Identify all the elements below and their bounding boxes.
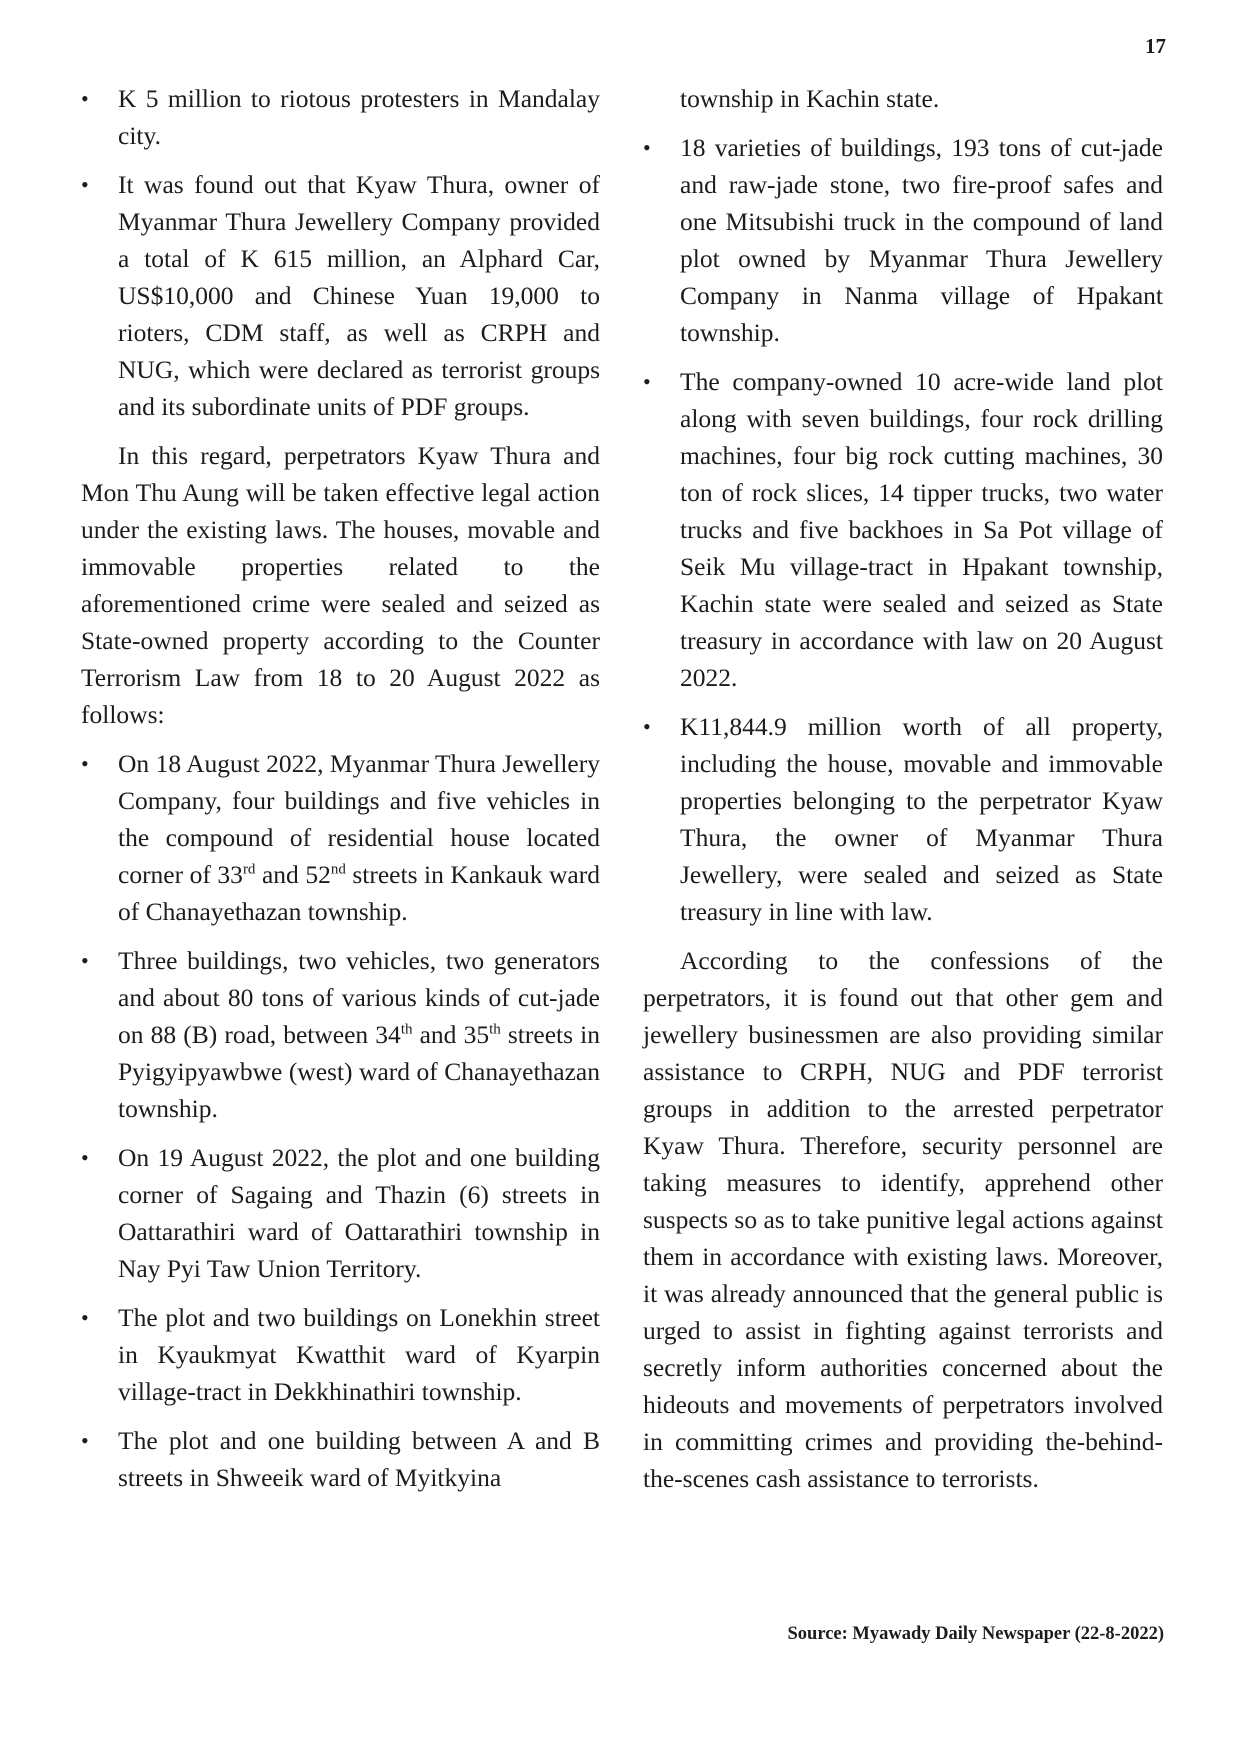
list-item-text: Three buildings, two vehicles, two generators and about 80 tons of various kinds of cut-jade on 88 (B) road, between 34: [118, 946, 600, 1049]
right-column: [643, 80, 1163, 1509]
list-item: • On 19 August 2022, the plot and one building corner of Sagaing and Thazin (6) streets in Oattarathiri ward of Oattarathiri township in Nay Pyi Taw Union Territory.: [81, 1139, 600, 1287]
left-column: [81, 80, 600, 1508]
list-item: [81, 942, 600, 1127]
ordinal-suffix: th: [489, 1021, 501, 1038]
ordinal-suffix: th: [400, 1021, 413, 1038]
list-item-text: and 35: [412, 1020, 490, 1049]
list-item-text: streets in Pyigyipyawbwe (west) ward of Chanayethazan township.: [118, 1020, 600, 1123]
list-item: • The company-owned 10 acre-wide land plot along with seven buildings, four rock drilling machines, four big rock cutting machines, 30 ton of rock slices, 14 tipper trucks, two water trucks and five backhoes in Sa Pot village of Seik Mu village-tract in Hpakant township, Kachin state were sealed and seized as State treasury in accordance with law on 20 August 2022.: [643, 363, 1163, 696]
bullet-list-top: [81, 80, 600, 425]
paragraph: In this regard, perpetrators Kyaw Thura and Mon Thu Aung will be taken effective legal action under the existing laws. The houses, movable and immovable properties related to the aforementioned crime were sealed and seized as State-owned property according to the Counter Terrorism Law from 18 to 20 August 2022 as follows:: [81, 441, 600, 729]
list-item: • 18 varieties of buildings, 193 tons of cut-jade and raw-jade stone, two fire-proof safes and one Mitsubishi truck in the compound of land plot owned by Myanmar Thura Jewellery Company in Nanma village of Hpakant township.: [643, 129, 1163, 351]
page-number: 17: [1145, 34, 1166, 58]
list-item: • The plot and one building between A and B streets in Shweeik ward of Myitkyina: [81, 1422, 600, 1496]
list-item: [81, 745, 600, 930]
source-credit: Source: Myawady Daily Newspaper (22-8-2022): [787, 1624, 1164, 1644]
list-item-text: streets in Kankauk ward of Chanayethazan township.: [118, 860, 600, 926]
list-item: • K11,844.9 million worth of all property, including the house, movable and immovable properties belonging to the perpetrator Kyaw Thura, the owner of Myanmar Thura Jewellery, were sealed and seized as State treasury in line with law.: [643, 708, 1163, 930]
list-item: • It was found out that Kyaw Thura, owner of Myanmar Thura Jewellery Company provided a total of K 615 million, an Alphard Car, US$10,000 and Chinese Yuan 19,000 to rioters, CDM staff, as well as CRPH and NUG, which were declared as terrorist groups and its subordinate units of PDF groups.: [81, 166, 600, 425]
list-item-text: and 52: [255, 860, 331, 889]
ordinal-suffix: nd: [330, 861, 346, 878]
list-item: • K 5 million to riotous protesters in Mandalay city.: [81, 80, 600, 154]
list-item-text: On 18 August 2022, Myanmar Thura Jewellery Company, four buildings and five vehicles in the compound of residential house located corner of 33: [118, 749, 600, 889]
paragraph: According to the confessions of the perpetrators, it is found out that other gem and jewellery businessmen are also providing similar assistance to CRPH, NUG and PDF terrorist groups in addition to the arrested perpetrator Kyaw Thura. Therefore, security personnel are taking measures to identify, apprehend other suspects so as to take punitive legal actions against them in accordance with existing laws. Moreover, it was already announced that the general public is urged to assist in fighting against terrorists and secretly inform authorities concerned about the hideouts and movements of perpetrators involved in committing crimes and providing the-behind-the-scenes cash assistance to terrorists.: [643, 946, 1163, 1493]
bullet-list-right: [643, 129, 1163, 930]
list-item: • The plot and two buildings on Lonekhin street in Kyaukmyat Kwatthit ward of Kyarpin village-tract in Dekkhinathiri township.: [81, 1299, 600, 1410]
bullet-list-properties: [81, 745, 600, 1496]
list-item-continuation: township in Kachin state.: [680, 84, 940, 113]
ordinal-suffix: rd: [242, 861, 256, 878]
